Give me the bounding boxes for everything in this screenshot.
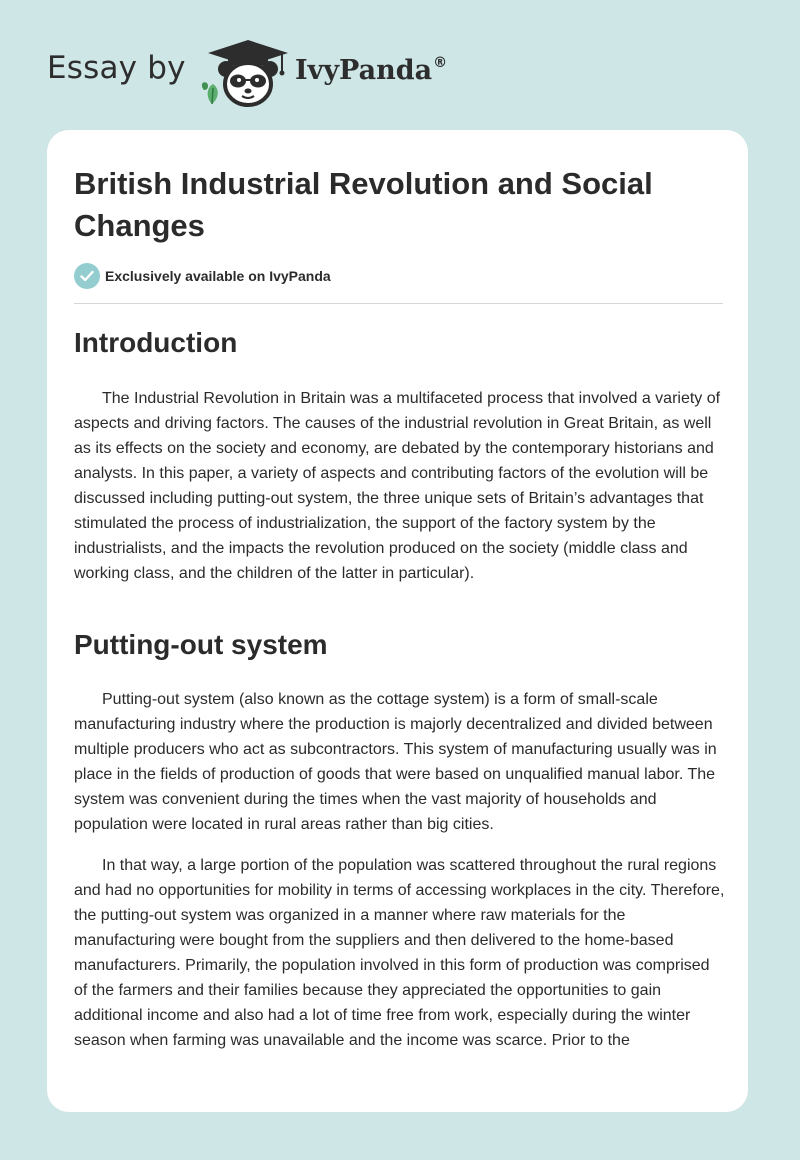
section-heading-introduction: Introduction [74, 327, 238, 358]
section-heading-putting-out-system: Putting-out system [74, 629, 328, 660]
panda-graduate-logo-icon[interactable] [200, 36, 292, 108]
exclusive-badge-text: Exclusively available on IvyPanda [105, 268, 331, 284]
essay-title: British Industrial Revolution and Social Changes [74, 166, 653, 243]
check-circle-icon [74, 263, 100, 289]
brand-name: IvyPanda [295, 55, 433, 86]
exclusive-badge [74, 263, 331, 289]
introduction-paragraph: The Industrial Revolution in Britain was a multifaceted process that involved a variety of aspects and driving factors. The causes of the industrial revolution in Great Britain, as well as its effects on the society and economy, are debated by the contemporary historians and analysts. In this paper, a variety of aspects and contributing factors of the evolution will be discussed including putting-out system, the three unique sets of Britain’s advantages that stimulated the process of industrialization, the support of the factory system by the industrialists, and the impacts the revolution produced on the society (middle class and working class, and the children of the latter in particular). [74, 390, 721, 582]
putting-out-paragraph-2: In that way, a large portion of the population was scattered throughout the rural regions and had no opportunities for mobility in terms of accessing workplaces in the city. Therefore, the putting-out system was organized in a manner where raw materials for the manufacturing were bought from the suppliers and then delivered to the home-based manufacturers. Primarily, the population involved in this form of production was comprised of the farmers and their families because they appreciated the opportunities to gain additional income and also had a lot of time free from work, especially during the winter season when farming was unavailable and the income was scarce. Prior to the [74, 857, 725, 1049]
essay-by-label: Essay by [47, 50, 186, 86]
registered-mark: ® [433, 55, 448, 71]
site-header [0, 0, 800, 120]
essay-card [47, 130, 748, 1112]
title-divider [74, 303, 723, 304]
ivypanda-logo-text[interactable] [295, 55, 447, 86]
putting-out-paragraph-1: Putting-out system (also known as the cottage system) is a form of small-scale manufacturing industry where the production is majorly decentralized and divided between multiple producers who act as subcontractors. This system of manufacturing usually was in place in the fields of production of goods that were based on unqualified manual labor. The system was convenient during the times when the vast majority of households and population were located in rural areas rather than big cities. [74, 691, 717, 833]
